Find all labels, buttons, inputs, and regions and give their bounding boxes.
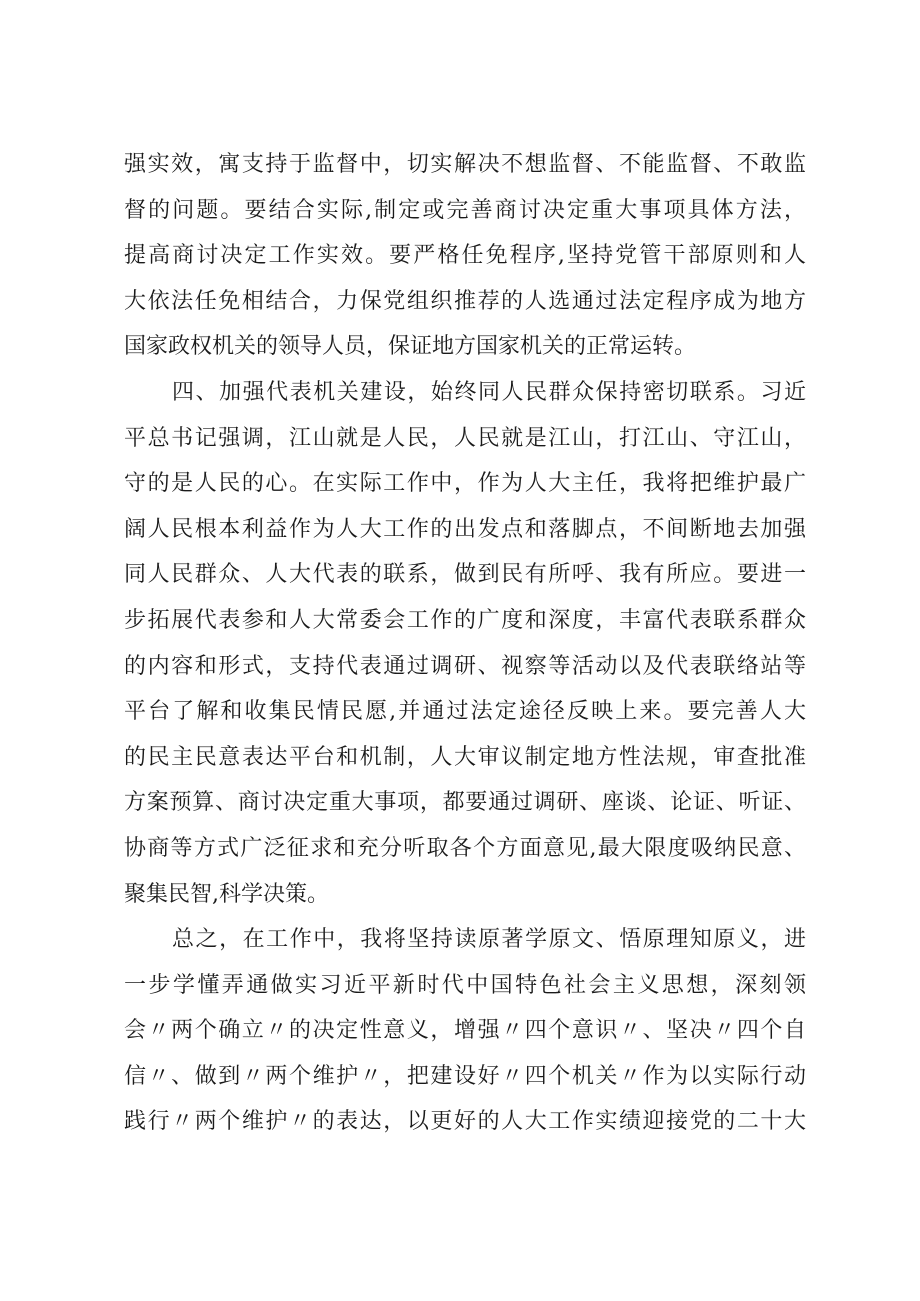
- paragraph-section-four: [124, 370, 806, 917]
- text-line: 会〃两个确立〃的决定性意义，增强〃四个意识〃、坚决〃四个自: [124, 1018, 806, 1044]
- text-line: 四、加强代表机关建设，始终同人民群众保持密切联系。习近: [172, 379, 806, 405]
- text-line: 平台了解和收集民情民愿,并通过法定途径反映上来。要完善人大: [124, 699, 806, 725]
- text-line: 一步学懂弄通做实习近平新时代中国特色社会主义思想，深刻领: [124, 972, 806, 998]
- text-line: 守的是人民的心。在实际工作中，作为人大主任，我将把维护最广: [124, 471, 806, 497]
- text-line: 总之，在工作中，我将坚持读原著学原文、悟原理知原义，进: [172, 927, 806, 953]
- text-line: 践行〃两个维护〃的表达，以更好的人大工作实绩迎接党的二十大: [124, 1109, 806, 1135]
- text-line: 国家政权机关的领导人员，保证地方国家机关的正常运转。: [124, 334, 697, 360]
- text-line: 同人民群众、人大代表的联系，做到民有所呼、我有所应。要进一: [124, 562, 806, 588]
- text-line: 步拓展代表参和人大常委会工作的广度和深度，丰富代表联系群众: [124, 607, 806, 633]
- text-line: 阔人民根本利益作为人大工作的出发点和落脚点，不间断地去加强: [124, 516, 806, 542]
- paragraph-continuation: [124, 142, 806, 370]
- text-line: 聚集民智,科学决策。: [124, 881, 329, 907]
- text-line: 提高商讨决定工作实效。要严格任免程序,坚持党管干部原则和人: [124, 243, 806, 269]
- text-line: 的民主民意表达平台和机制，人大审议制定地方性法规，审查批准: [124, 744, 806, 770]
- text-line: 平总书记强调，江山就是人民，人民就是江山，打江山、守江山，: [124, 425, 806, 451]
- text-line: 强实效，寓支持于监督中，切实解决不想监督、不能监督、不敢监: [124, 152, 806, 177]
- text-line: 信〃、做到〃两个维护〃，把建设好〃四个机关〃作为以实际行动: [124, 1063, 806, 1089]
- paragraph-conclusion: [124, 917, 806, 1145]
- text-line: 大依法任免相结合，力保党组织推荐的人选通过法定程序成为地方: [124, 288, 806, 314]
- text-line: 协商等方式广泛征求和充分听取各个方面意见,最大限度吸纳民意、: [124, 835, 806, 861]
- body-text: [124, 142, 806, 1145]
- text-line: 督的问题。要结合实际,制定或完善商讨决定重大事项具体方法，: [124, 197, 806, 223]
- text-line: 的内容和形式，支持代表通过调研、视察等活动以及代表联络站等: [124, 653, 806, 679]
- text-line: 方案预算、商讨决定重大事项，都要通过调研、座谈、论证、听证、: [124, 790, 806, 816]
